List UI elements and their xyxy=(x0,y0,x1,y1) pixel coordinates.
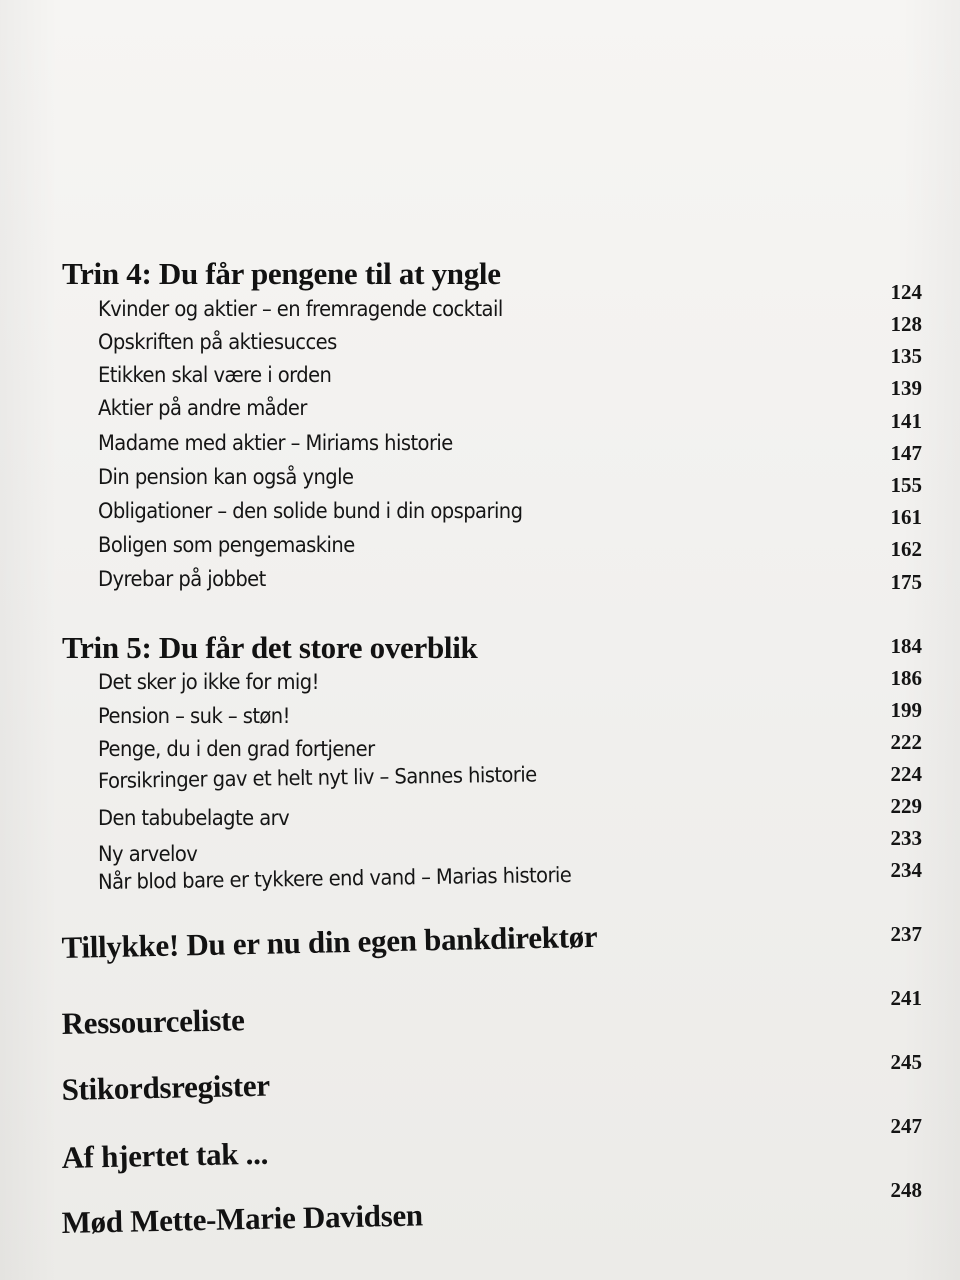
page-number: 155 xyxy=(890,473,922,497)
toc-entry: Dyrebar på jobbet xyxy=(98,567,266,591)
toc-heading-congratulations: Tillykke! Du er nu din egen bankdirektør xyxy=(61,918,598,966)
toc-entry: Det sker jo ikke for mig! xyxy=(98,670,319,694)
toc-entry: Obligationer – den solide bund i din opsparing xyxy=(98,499,523,523)
page-number: 234 xyxy=(890,858,922,882)
toc-heading-index: Stikordsregister xyxy=(61,1067,271,1108)
toc-entry: Din pension kan også yngle xyxy=(98,465,354,489)
toc-entry: Etikken skal være i orden xyxy=(98,363,332,387)
toc-entry: Boligen som pengemaskine xyxy=(98,533,355,557)
page-number: 147 xyxy=(890,441,922,465)
page-number: 135 xyxy=(890,344,922,368)
page-number: 128 xyxy=(890,312,922,336)
page-number: 161 xyxy=(890,505,922,529)
page-number: 237 xyxy=(890,922,922,946)
toc-heading-resources: Ressourceliste xyxy=(61,1002,245,1042)
page-number: 241 xyxy=(890,986,922,1010)
page-number: 139 xyxy=(890,376,922,400)
page-number: 186 xyxy=(890,666,922,690)
toc-entry: Kvinder og aktier – en fremragende cocktail xyxy=(98,297,503,321)
page-number: 124 xyxy=(890,280,922,304)
toc-entry: Ny arvelov xyxy=(98,842,198,866)
page-number: 175 xyxy=(890,570,922,594)
page-number: 229 xyxy=(890,794,922,818)
page-number: 162 xyxy=(890,537,922,561)
toc-entry: Pension – suk – støn! xyxy=(98,704,290,728)
toc-entry: Når blod bare er tykkere end vand – Marias historie xyxy=(97,862,572,894)
section-heading-trin-5: Trin 5: Du får det store overblik xyxy=(62,630,478,665)
page-number: 141 xyxy=(890,409,922,433)
toc-heading-acknowledgements: Af hjertet tak ... xyxy=(61,1135,269,1176)
toc-entry: Madame med aktier – Miriams historie xyxy=(98,431,453,455)
toc-entry: Aktier på andre måder xyxy=(98,396,307,420)
page-number: 233 xyxy=(890,826,922,850)
section-heading-trin-4: Trin 4: Du får pengene til at yngle xyxy=(62,256,501,291)
page-number: 248 xyxy=(890,1178,922,1202)
toc-entry: Penge, du i den grad fortjener xyxy=(98,737,375,761)
page-number: 224 xyxy=(890,762,922,786)
page-number: 222 xyxy=(890,730,922,754)
page-number: 199 xyxy=(890,698,922,722)
page-number: 245 xyxy=(890,1050,922,1074)
page-number: 184 xyxy=(890,634,922,658)
toc-entry: Forsikringer gav et helt nyt liv – Sannes historie xyxy=(97,762,537,793)
toc-entry: Opskriften på aktiesucces xyxy=(98,330,337,354)
toc-heading-about-author: Mød Mette-Marie Davidsen xyxy=(61,1197,424,1241)
page-number: 247 xyxy=(890,1114,922,1138)
toc-entry: Den tabubelagte arv xyxy=(98,806,290,830)
